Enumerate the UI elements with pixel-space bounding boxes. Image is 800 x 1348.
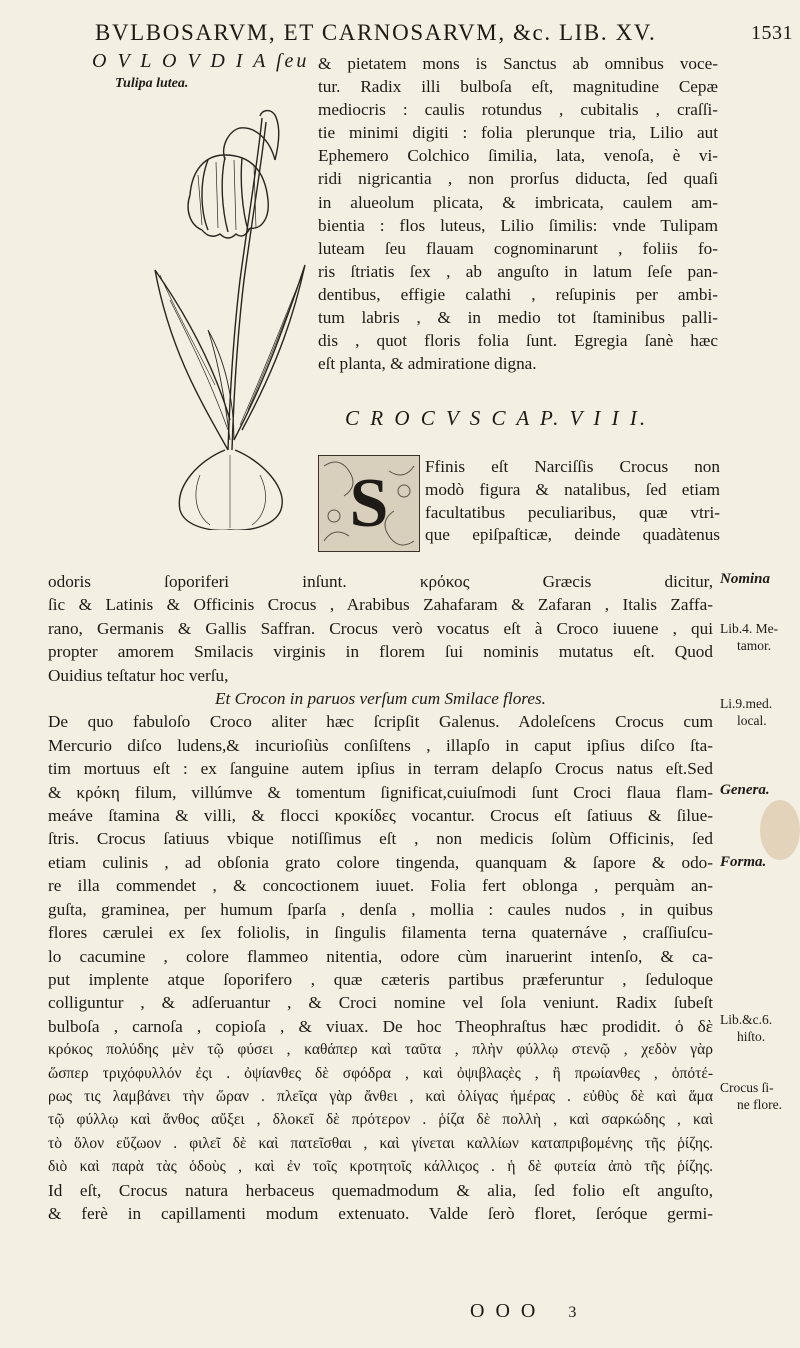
running-title: BVLBOSARVM, ET CARNOSARVM, &c. LIB. XV. bbox=[95, 20, 657, 45]
margin-note-histo: Lib.&c.6. bbox=[720, 1012, 773, 1027]
text-line: propter amorem Smilacis virginis in florem ſui nominis mutatus eſt. Quod bbox=[48, 642, 713, 662]
text-line: ridi nigricantia , non prorſus diducta, ſed quaſi bbox=[318, 169, 718, 189]
text-line: modò figura & natalibus, ſed etiam bbox=[425, 479, 720, 499]
text-line: ris ſtriatis ſex , ab anguſto in latum ſeſe pan- bbox=[318, 261, 718, 281]
chapter-body-text bbox=[48, 570, 713, 1225]
margin-note-med: Li.9.med. bbox=[720, 696, 773, 711]
margin-note-genera: Genera. bbox=[720, 782, 770, 798]
text-line: ρως τις λαμβάνει τὴν ὥραν . πλεῖςα γὰρ ἄνθει , καὶ ὀλίγας ἡμέρας . εὐθὺς δὲ καὶ ἅμα bbox=[48, 1087, 713, 1105]
chapter-opening-text bbox=[425, 456, 720, 547]
text-line: bulboſa , carnoſa , copioſa , & viuax. De hoc Theophraſtus hæc prodidit. ὁ δὲ bbox=[48, 1016, 713, 1036]
text-line: διὸ καὶ παρὰ τὰς ὁδοὺς , καὶ ἐν τοῖς κροτητοῖς κάλλιςος . ἡ δὲ φυτεία ἀπὸ τῆς ῥίζης. bbox=[48, 1158, 713, 1176]
text-line: Et Crocon in paruos verſum cum Smilace flores. bbox=[215, 689, 546, 709]
signature-number: 3 bbox=[568, 1304, 580, 1321]
margin-note-histo-2: hiſto. bbox=[737, 1029, 766, 1044]
text-line: tum labris , & in medio tot ſtaminibus palli- bbox=[318, 308, 718, 328]
text-line: τὸ ὅλον εὔζωον . φιλεῖ δὲ καὶ πατεῖσθαι , καὶ γίνεται καλλίων καταπριβομένης τῆς ῥίζης. bbox=[48, 1134, 713, 1152]
text-line: tim mortuus eſt : ex ſanguine autem ipſius in terram delapſo Crocus natus eſt.Sed bbox=[48, 759, 713, 779]
text-line: odoris ſoporiferi inſunt. κρόκος Græcis dicitur, bbox=[48, 572, 713, 591]
text-line: ſic & Latinis & Officinis Crocus , Arabibus Zahafaram & Zafaran , Italis Zaffa- bbox=[48, 595, 713, 615]
text-line: bientia : flos luteus, Lilio ſimilis: vnde Tulipam bbox=[318, 215, 718, 235]
text-line: tur. Radix illi bulboſa eſt, magnitudine Cepæ bbox=[318, 77, 718, 97]
text-line: Id eſt, Crocus natura herbaceus quemadmodum & alia, ſed folio eſt anguſto, bbox=[48, 1180, 713, 1200]
text-line: luteam ſeu flauam cognominarunt , foliis fo- bbox=[318, 238, 718, 258]
text-line: De quo fabuloſo Croco aliter hæc ſcripſit Galenus. Adoleſcens Crocus cum bbox=[48, 712, 713, 732]
text-line: ὥσπερ τριχόφυλλόν ἐςι . ὀψίανθες δὲ σφόδρα , καὶ ὀψιβλαςὲς , ἢ πρωίανθες , ὁπότέ- bbox=[48, 1064, 713, 1082]
margin-note-forma: Forma. bbox=[720, 854, 767, 870]
margin-note-metamor: Lib.4. Me- bbox=[720, 621, 779, 636]
initial-letter: S bbox=[349, 464, 389, 542]
text-line: dis , quot floris folia ſunt. Egregia ſanè hæc bbox=[318, 331, 718, 351]
text-line: Ouidius teſtatur hoc verſu, bbox=[48, 665, 229, 685]
text-line: dentibus, effigie calathi , reſupinis per ambi- bbox=[318, 284, 718, 304]
text-line: put implente atque ſoporifero , quæ cæteris partibus præferuntur , ſeduloque bbox=[48, 969, 713, 989]
margin-note-crocus-2: ne flore. bbox=[737, 1097, 782, 1112]
page-number: 1531 bbox=[751, 22, 793, 44]
text-line: ſtris. Crocus ſatiuus vbique notiſſimus eſt , non medicis ſolùm Officinis, ſed bbox=[48, 829, 713, 849]
text-line: τῷ φύλλῳ καὶ ἄνθος αὔξει , δλοκεῖ δὲ πρότερον . ῥίζα δὲ πολλὴ , καὶ σαρκώδης , καὶ bbox=[48, 1111, 713, 1129]
text-line: etiam culinis , ad obſonia grato colore tingenda, quanquam & ſapore & odo- bbox=[48, 852, 713, 872]
text-line: tie minimi digiti : folia plerunque tria, Lilio aut bbox=[318, 123, 718, 143]
text-line: facultatibus peculiaribus, quæ vtri- bbox=[425, 502, 720, 522]
paper-stain bbox=[760, 800, 800, 860]
running-header bbox=[95, 20, 793, 46]
text-line: flores cærulei ex ſex foliolis, in ſingulis filamenta terna quaternáve , craſſiuſcu- bbox=[48, 923, 713, 943]
decorated-initial bbox=[318, 455, 420, 552]
signature-mark bbox=[470, 1300, 579, 1323]
text-line: & pietatem mons is Sanctus ab omnibus voce- bbox=[318, 54, 718, 73]
margin-note-metamor-2: tamor. bbox=[737, 638, 772, 653]
text-line: & ferè in capillamenti modum extenuato. Valde ſerò floret, ſeróque germi- bbox=[48, 1203, 713, 1223]
text-line: eſt planta, & admiratione digna. bbox=[318, 354, 537, 374]
text-line: mediocris : caulis rotundus , cubitalis , craſſi- bbox=[318, 100, 718, 120]
text-line: & κρόκη filum, villúmve & tomentum ſignificat,cuiuſmodi ſunt Croci flaua flam- bbox=[48, 782, 713, 802]
description-column bbox=[318, 52, 718, 375]
tulip-woodcut-illustration bbox=[130, 100, 330, 530]
text-line: meáve ſtamina & villi, & flocci κροκίδες vocantur. Crocus eſt ſatiuus & ſilue- bbox=[48, 806, 713, 826]
text-line: que epiſpaſticæ, deinde quadàtenus bbox=[425, 525, 720, 545]
plant-title: O V L O V D I A ſeu bbox=[92, 50, 310, 72]
text-line: Ephemero Colchico ſimilia, lata, venoſa, è vi- bbox=[318, 146, 718, 166]
text-line: rano, Germanis & Gallis Saffran. Crocus verò vocatus eſt à Croco iuuene , qui bbox=[48, 618, 713, 638]
text-line: colliguntur , & adſeruantur , & Croci nomine vel ſola veniunt. Radix ſubeſt bbox=[48, 993, 713, 1013]
plant-subtitle: Tulipa lutea. bbox=[115, 76, 189, 91]
signature-letters: O O O bbox=[470, 1300, 539, 1322]
text-line: guſta, graminea, per humum ſparſa , denſa , mollia : caules nudos , in quibus bbox=[48, 899, 713, 919]
chapter-heading: C R O C V S C A P. V I I I. bbox=[345, 406, 649, 430]
margin-note-crocus: Crocus ſi- bbox=[720, 1080, 774, 1095]
text-line: κρόκος πολύδης μὲν τῷ φύσει , καθάπερ καὶ ταῦτα , πλὴν φύλλῳ στενῷ , χεδὸν γὰρ bbox=[48, 1041, 713, 1059]
text-line: Ffinis eſt Narciſſis Crocus non bbox=[425, 457, 720, 476]
margin-note-med-2: local. bbox=[737, 713, 767, 728]
text-line: Mercurio diſco ludens,& incurioſiùs conſiſtens , illapſo in caput ipſius diſco ſta- bbox=[48, 735, 713, 755]
text-line: lo cacumine , colore flammeo nitentia, odore cùm inaruerint intenſo, & ca- bbox=[48, 946, 713, 966]
text-line: in alueolum plicata, & imbricata, caulem am- bbox=[318, 192, 718, 212]
text-line: re illa commendet , & concoctionem iuuet. Folia fert oblonga , perquàm an- bbox=[48, 876, 713, 896]
margin-note-nomina: Nomina bbox=[720, 571, 771, 587]
